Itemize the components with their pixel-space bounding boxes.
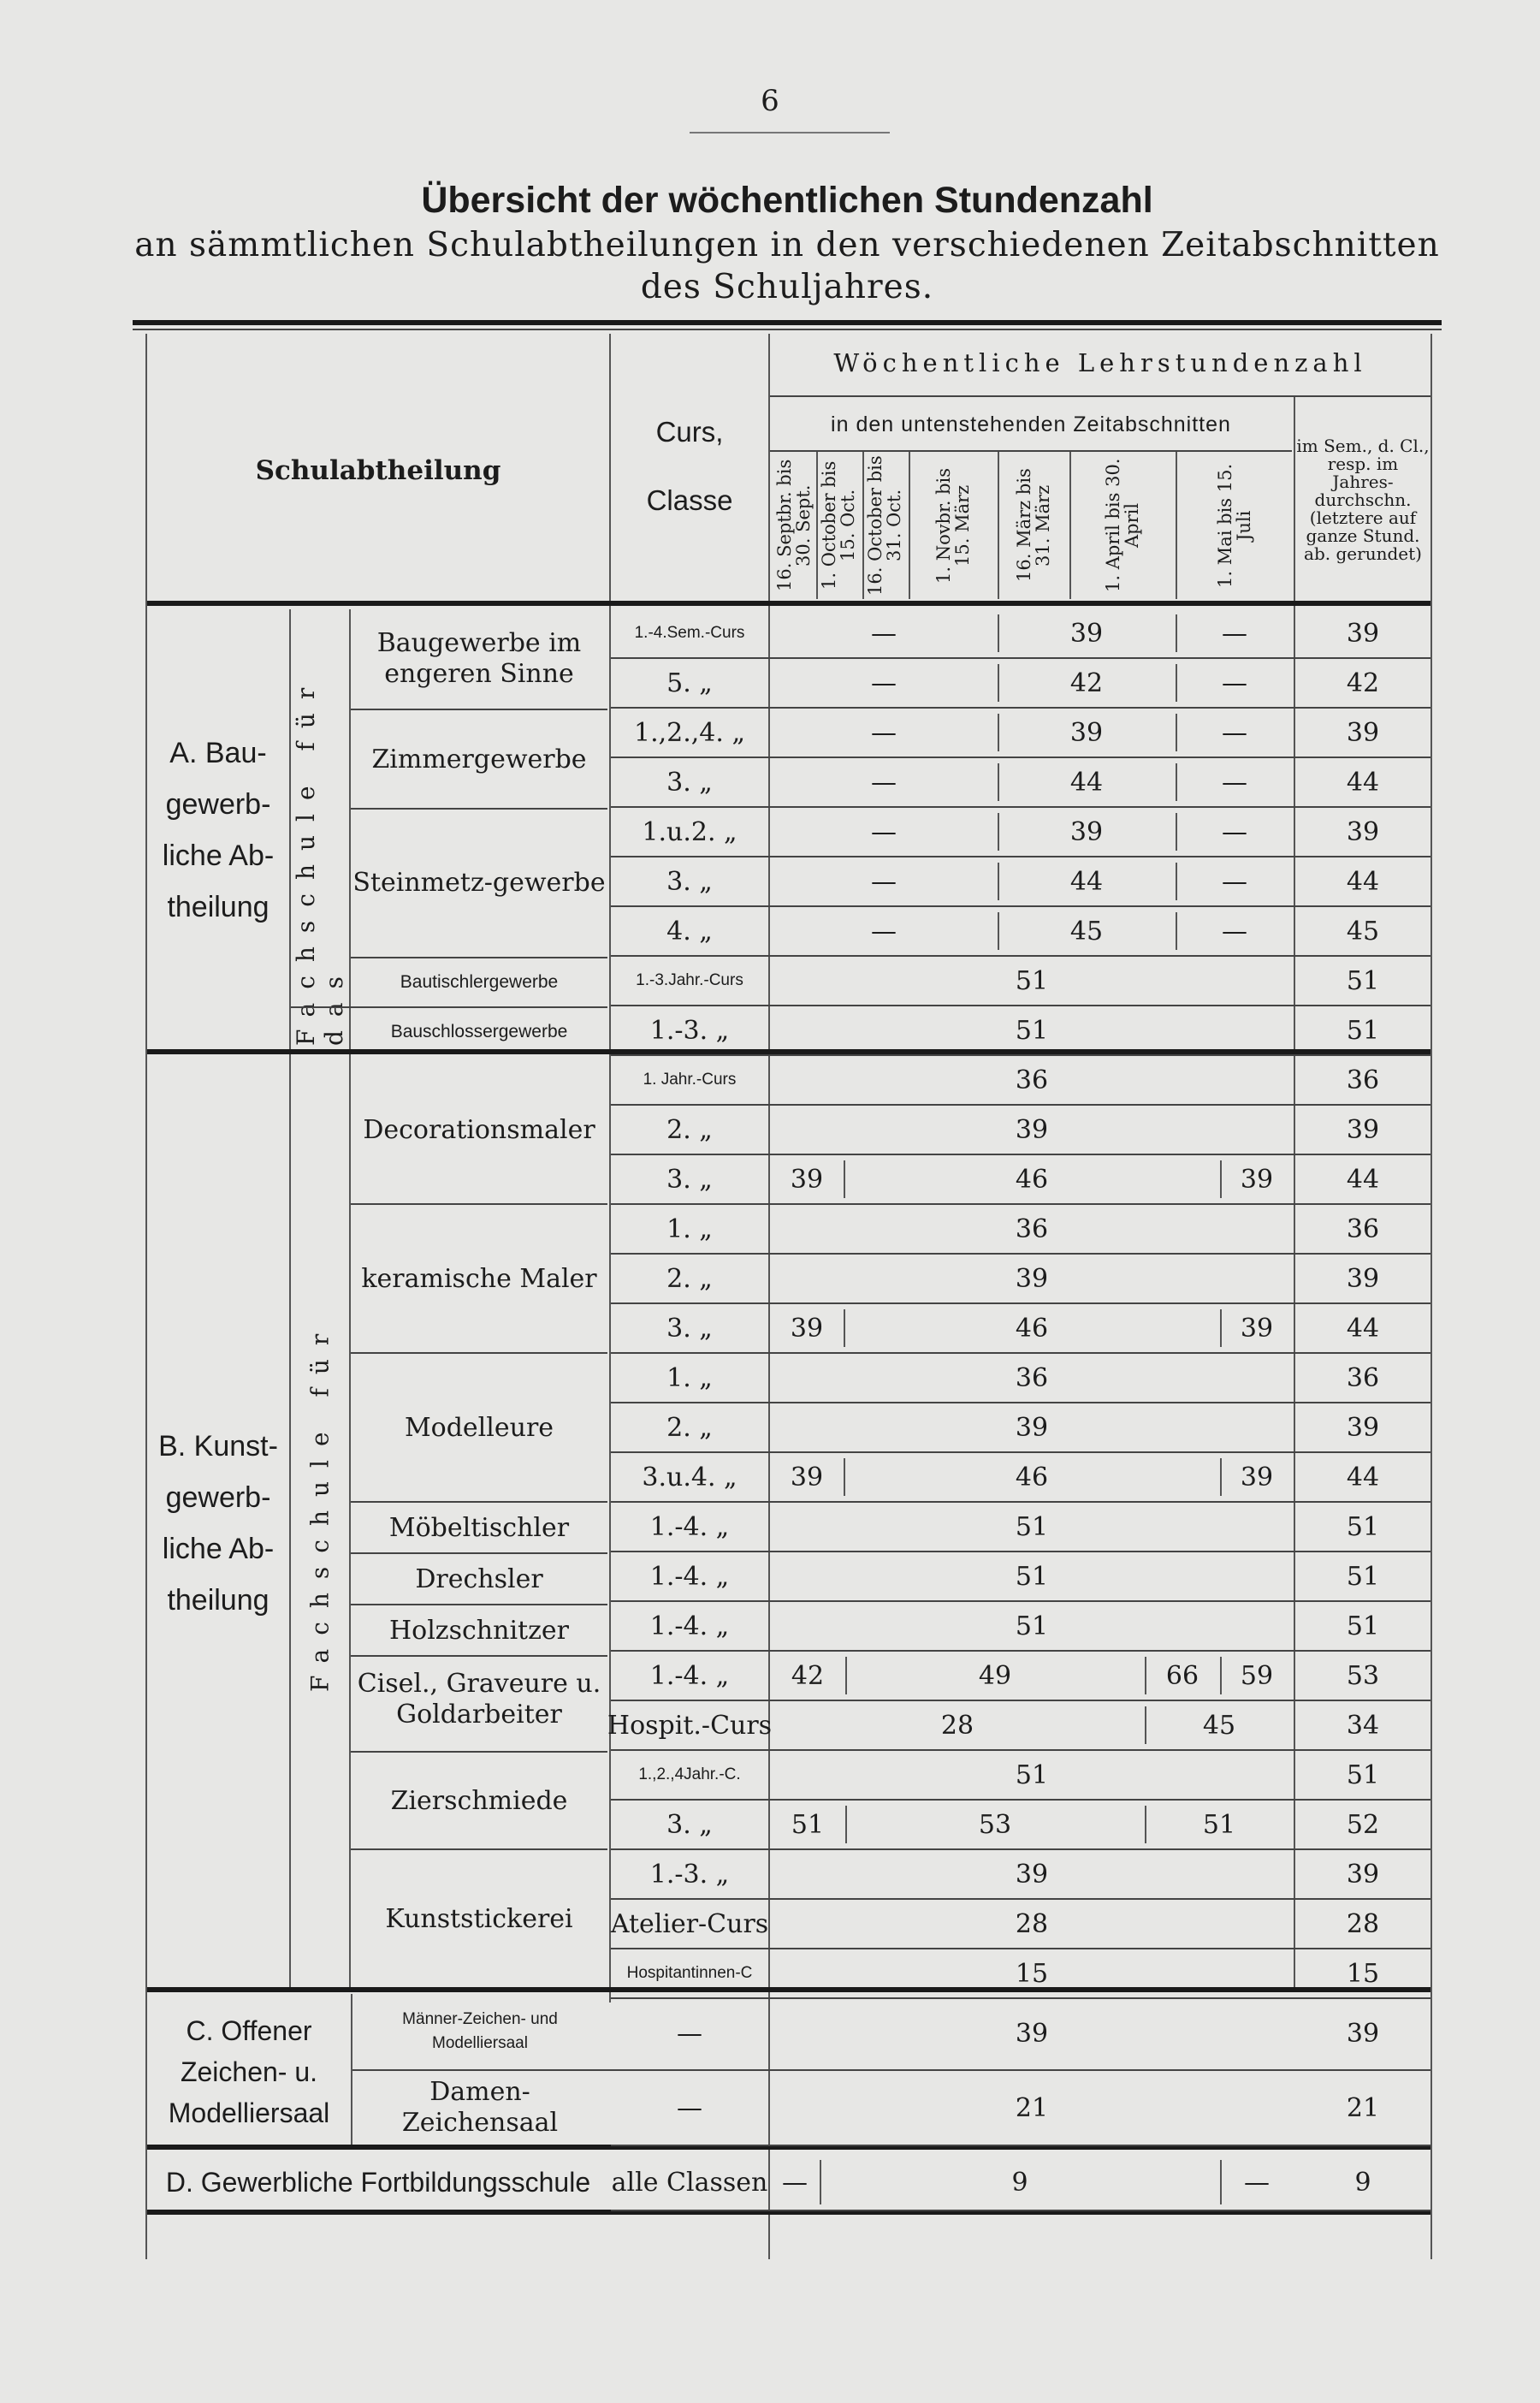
period-value-cell: 39: [1015, 2018, 1049, 2049]
header-rule-1: [770, 395, 1430, 397]
curs-cell: 1.-4. „: [649, 1660, 730, 1691]
cell-divider: [1176, 714, 1177, 751]
cell-divider: [1176, 763, 1177, 801]
curs-cell: 2. „: [666, 1114, 713, 1145]
period-value-cell: 39: [1015, 1412, 1049, 1443]
curs-cell: 3. „: [666, 1313, 713, 1344]
table-left-edge: [145, 334, 147, 2259]
average-cell: 39: [1346, 816, 1380, 847]
period-value-cell: 28: [940, 1710, 974, 1741]
period-value-cell: 51: [1015, 1611, 1049, 1641]
period-value-cell: —: [871, 717, 897, 748]
period-value-cell: —: [1222, 866, 1247, 897]
period-value-cell: 42: [1069, 668, 1104, 698]
curs-cell: Hospitantinnen-C: [626, 1964, 753, 1982]
curs-cell: 1.-3.Jahr.-Curs: [636, 971, 743, 989]
period-5: 16. März bis 31. März: [1014, 468, 1053, 583]
period-value-cell: —: [871, 767, 897, 798]
row-rule: [611, 2210, 1430, 2211]
curs-cell: 2. „: [666, 1412, 713, 1443]
period-value-cell: 28: [1015, 1908, 1049, 1939]
cell-divider: [1145, 1806, 1146, 1843]
header-bottom-rule: [147, 601, 1430, 606]
cell-divider: [998, 912, 999, 950]
curs-cell: 1.-4.Sem.-Curs: [634, 624, 745, 642]
cell-divider: [1176, 614, 1177, 652]
curs-cell: 1.-3. „: [649, 1859, 730, 1890]
period-4: 1. Novbr. bis 15. März: [933, 467, 973, 584]
section-b-side-label: Fachschule für: [305, 1320, 335, 1693]
period-value-cell: 39: [790, 1164, 824, 1195]
page-subtitle: an sämmtlichen Schulabtheilungen in den verschiedenen Zeitabschnitten des Schuljahres.: [134, 226, 1440, 306]
cell-divider: [1220, 1657, 1222, 1694]
trade-kunststickerei: Kunststickerei: [385, 1903, 573, 1934]
cell-divider: [1220, 1458, 1222, 1496]
cell-divider: [820, 2160, 821, 2204]
period-1: 16. Septbr. bis 30. Sept.: [774, 459, 814, 592]
period-value-cell: 39: [1240, 1164, 1274, 1195]
average-cell: 39: [1346, 618, 1380, 649]
average-cell: 51: [1346, 1561, 1380, 1592]
trade-bauschlosser: Bauschlossergewerbe: [390, 1022, 568, 1041]
period-value-cell: 36: [1015, 1213, 1049, 1244]
period-value-cell: 36: [1015, 1065, 1049, 1095]
cell-divider: [998, 863, 999, 900]
period-value-cell: 44: [1069, 767, 1104, 798]
average-cell: 36: [1346, 1213, 1380, 1244]
curs-cell: —: [677, 2092, 702, 2123]
trade-keramische: keramische Maler: [361, 1263, 597, 1294]
cell-divider: [845, 1657, 847, 1694]
period-value-cell: —: [1222, 668, 1247, 698]
header-average: im Sem., d. Cl., resp. im Jahres-durchschn. (letztere auf ganze Stund. ab. gerundet): [1296, 435, 1430, 564]
period-value-cell: 51: [1202, 1809, 1236, 1840]
cell-divider: [1145, 1706, 1146, 1744]
period-value-cell: 46: [1015, 1313, 1049, 1344]
average-cell: 36: [1346, 1362, 1380, 1393]
top-double-rule-inner: [133, 329, 1442, 330]
curs-cell: 4. „: [666, 916, 713, 946]
average-cell: 51: [1346, 965, 1380, 996]
period-value-cell: 39: [790, 1462, 824, 1492]
period-value-cell: 49: [978, 1660, 1012, 1691]
period-value-cell: —: [871, 866, 897, 897]
average-cell: 28: [1346, 1908, 1380, 1939]
trade-decorationsmaler: Decorationsmaler: [363, 1114, 595, 1145]
period-value-cell: 39: [1240, 1313, 1274, 1344]
period-value-cell: 36: [1015, 1362, 1049, 1393]
header-woechentliche: Wöchentliche Lehrstundenzahl: [833, 348, 1367, 377]
average-cell: 51: [1346, 1759, 1380, 1790]
cell-divider: [1176, 813, 1177, 851]
average-cell: 36: [1346, 1065, 1380, 1095]
period-value-cell: —: [1222, 816, 1247, 847]
period-value-cell: 45: [1069, 916, 1104, 946]
average-cell: 51: [1346, 1015, 1380, 1046]
cell-divider: [1176, 863, 1177, 900]
curs-cell: 1.-4. „: [649, 1611, 730, 1641]
period-2: 1. October bis 15. Oct.: [819, 460, 858, 590]
curs-cell: alle Classen: [611, 2167, 768, 2198]
period-value-cell: 44: [1069, 866, 1104, 897]
period-value-cell: 46: [1015, 1164, 1049, 1195]
period-value-cell: 51: [1015, 965, 1049, 996]
period-value-cell: —: [1222, 717, 1247, 748]
period-value-cell: 51: [791, 1809, 825, 1840]
curs-cell: 1. „: [666, 1362, 713, 1393]
curs-cell: 3. „: [666, 866, 713, 897]
period-value-cell: 51: [1015, 1511, 1049, 1542]
trade-bautischler: Bautischlergewerbe: [400, 972, 559, 992]
period-value-cell: —: [1244, 2167, 1270, 2198]
period-value-cell: 39: [1240, 1462, 1274, 1492]
average-cell: 44: [1346, 1462, 1380, 1492]
average-cell: 39: [1346, 1412, 1380, 1443]
top-double-rule: [133, 320, 1442, 325]
section-b-label: B. Kunst-gewerb-liche Ab-theilung: [158, 1430, 278, 1617]
section-a-side-label: Fachschule für das: [292, 673, 348, 1046]
cell-divider: [1176, 664, 1177, 702]
cell-divider: [1176, 912, 1177, 950]
cell-divider: [845, 1806, 847, 1843]
trade-maenner: Männer-Zeichen- und Modelliersaal: [402, 2010, 558, 2052]
average-cell: 44: [1346, 1313, 1380, 1344]
cell-divider: [1220, 1160, 1222, 1198]
cell-divider: [844, 1458, 845, 1496]
period-value-cell: 21: [1015, 2092, 1049, 2123]
average-cell: 42: [1346, 668, 1380, 698]
header-zeitabschnitte: in den untenstehenden Zeitabschnitten: [831, 412, 1231, 436]
cell-divider: [998, 714, 999, 751]
curs-cell: 1.-4. „: [649, 1561, 730, 1592]
period-value-cell: —: [782, 2167, 808, 2198]
cell-divider: [844, 1160, 845, 1198]
average-cell: 15: [1346, 1958, 1380, 1989]
curs-cell: 1. „: [666, 1213, 713, 1244]
curs-cell: 1.,2.,4Jahr.-C.: [638, 1765, 741, 1783]
cell-divider: [1220, 2160, 1222, 2204]
period-value-cell: 39: [1069, 717, 1104, 748]
period-value-cell: —: [1222, 916, 1247, 946]
page-title: Übersicht der wöchentlichen Stundenzahl: [421, 180, 1153, 221]
trade-moebeltischler: Möbeltischler: [388, 1512, 570, 1543]
trade-modelleure: Modelleure: [404, 1412, 554, 1443]
cell-divider: [998, 614, 999, 652]
curs-cell: 3. „: [666, 1809, 713, 1840]
trade-zimmer: Zimmergewerbe: [371, 744, 587, 774]
average-cell: 44: [1346, 767, 1380, 798]
header-curs: Curs,: [655, 416, 724, 448]
table-right-edge: [1430, 334, 1432, 2259]
period-3: 16. October bis 31. Oct.: [865, 455, 904, 596]
period-value-cell: —: [871, 618, 897, 649]
cell-divider: [1220, 1309, 1222, 1347]
average-cell: 51: [1346, 1511, 1380, 1542]
trade-steinmetz: Steinmetz-gewerbe: [352, 868, 606, 898]
average-cell: 39: [1346, 1859, 1380, 1890]
period-value-cell: 53: [978, 1809, 1012, 1840]
trade-zierschmiede: Zierschmiede: [390, 1785, 568, 1816]
average-cell: 52: [1346, 1809, 1380, 1840]
trade-cisel: Cisel., Graveure u. Goldarbeiter: [357, 1669, 601, 1730]
curs-cell: 3.u.4. „: [642, 1462, 737, 1492]
period-value-cell: 39: [1015, 1263, 1049, 1294]
average-cell: 44: [1346, 1164, 1380, 1195]
page-number-rule: [690, 132, 890, 134]
period-value-cell: 51: [1015, 1015, 1049, 1046]
average-cell: 21: [1346, 2092, 1380, 2123]
period-value-cell: 39: [1015, 1114, 1049, 1145]
trade-drechsler: Drechsler: [415, 1563, 543, 1594]
section-c-label: C. Offener Zeichen- u. Modelliersaal: [168, 2015, 330, 2128]
period-value-cell: 51: [1015, 1561, 1049, 1592]
period-value-cell: 42: [791, 1660, 825, 1691]
period-value-cell: 39: [790, 1313, 824, 1344]
header-classe: Classe: [646, 484, 733, 516]
period-value-cell: 9: [1011, 2167, 1028, 2198]
period-value-cell: 45: [1202, 1710, 1236, 1741]
average-cell: 45: [1346, 916, 1380, 946]
period-value-cell: 39: [1015, 1859, 1049, 1890]
average-cell: 39: [1346, 1114, 1380, 1145]
cell-divider: [998, 664, 999, 702]
period-value-cell: —: [871, 668, 897, 698]
trade-damen: Damen-Zeichensaal: [401, 2077, 559, 2138]
average-cell: 39: [1346, 2018, 1380, 2049]
period-value-cell: 46: [1015, 1462, 1049, 1492]
period-value-cell: 66: [1165, 1660, 1199, 1691]
average-cell: 51: [1346, 1611, 1380, 1641]
period-value-cell: 59: [1240, 1660, 1274, 1691]
period-value-cell: 51: [1015, 1759, 1049, 1790]
curs-cell: —: [677, 2018, 702, 2049]
curs-cell: Atelier-Curs: [610, 1908, 769, 1939]
period-7: 1. Mai bis 15. Juli: [1215, 463, 1254, 588]
average-cell: 39: [1346, 717, 1380, 748]
header-schulabtheilung: Schulabtheilung: [255, 455, 501, 486]
curs-cell: 1. Jahr.-Curs: [643, 1071, 737, 1089]
curs-cell: 1.u.2. „: [642, 816, 737, 847]
cell-divider: [998, 763, 999, 801]
average-cell: 34: [1346, 1710, 1380, 1741]
period-6: 1. April bis 30. April: [1103, 458, 1142, 593]
period-value-cell: —: [871, 916, 897, 946]
curs-cell: 2. „: [666, 1263, 713, 1294]
section-a-label: A. Bau-gewerb-liche Ab-theilung: [162, 737, 275, 923]
average-cell: 44: [1346, 866, 1380, 897]
cell-divider: [1145, 1657, 1146, 1694]
period-value-cell: 39: [1069, 618, 1104, 649]
trade-baugewerbe: Baugewerbe im engeren Sinne: [376, 628, 582, 689]
page-number: 6: [761, 84, 779, 118]
curs-cell: 5. „: [666, 668, 713, 698]
cell-divider: [844, 1309, 845, 1347]
curs-cell: 3. „: [666, 1164, 713, 1195]
period-value-cell: 15: [1015, 1958, 1049, 1989]
period-value-cell: —: [871, 816, 897, 847]
period-value-cell: —: [1222, 767, 1247, 798]
row-rule: [611, 2145, 1430, 2146]
curs-cell: Hospit.-Curs: [607, 1710, 773, 1741]
cell-divider: [998, 813, 999, 851]
trade-holzschnitzer: Holzschnitzer: [388, 1615, 569, 1646]
average-cell: 39: [1346, 1263, 1380, 1294]
period-value-cell: —: [1222, 618, 1247, 649]
curs-cell: 1.-3. „: [649, 1015, 730, 1046]
average-cell: 9: [1354, 2167, 1371, 2198]
curs-cell: 1.,2.,4. „: [633, 717, 746, 748]
curs-cell: 1.-4. „: [649, 1511, 730, 1542]
period-value-cell: 39: [1069, 816, 1104, 847]
average-cell: 53: [1346, 1660, 1380, 1691]
curs-cell: 3. „: [666, 767, 713, 798]
section-d-label: D. Gewerbliche Fortbildungsschule: [165, 2167, 591, 2198]
